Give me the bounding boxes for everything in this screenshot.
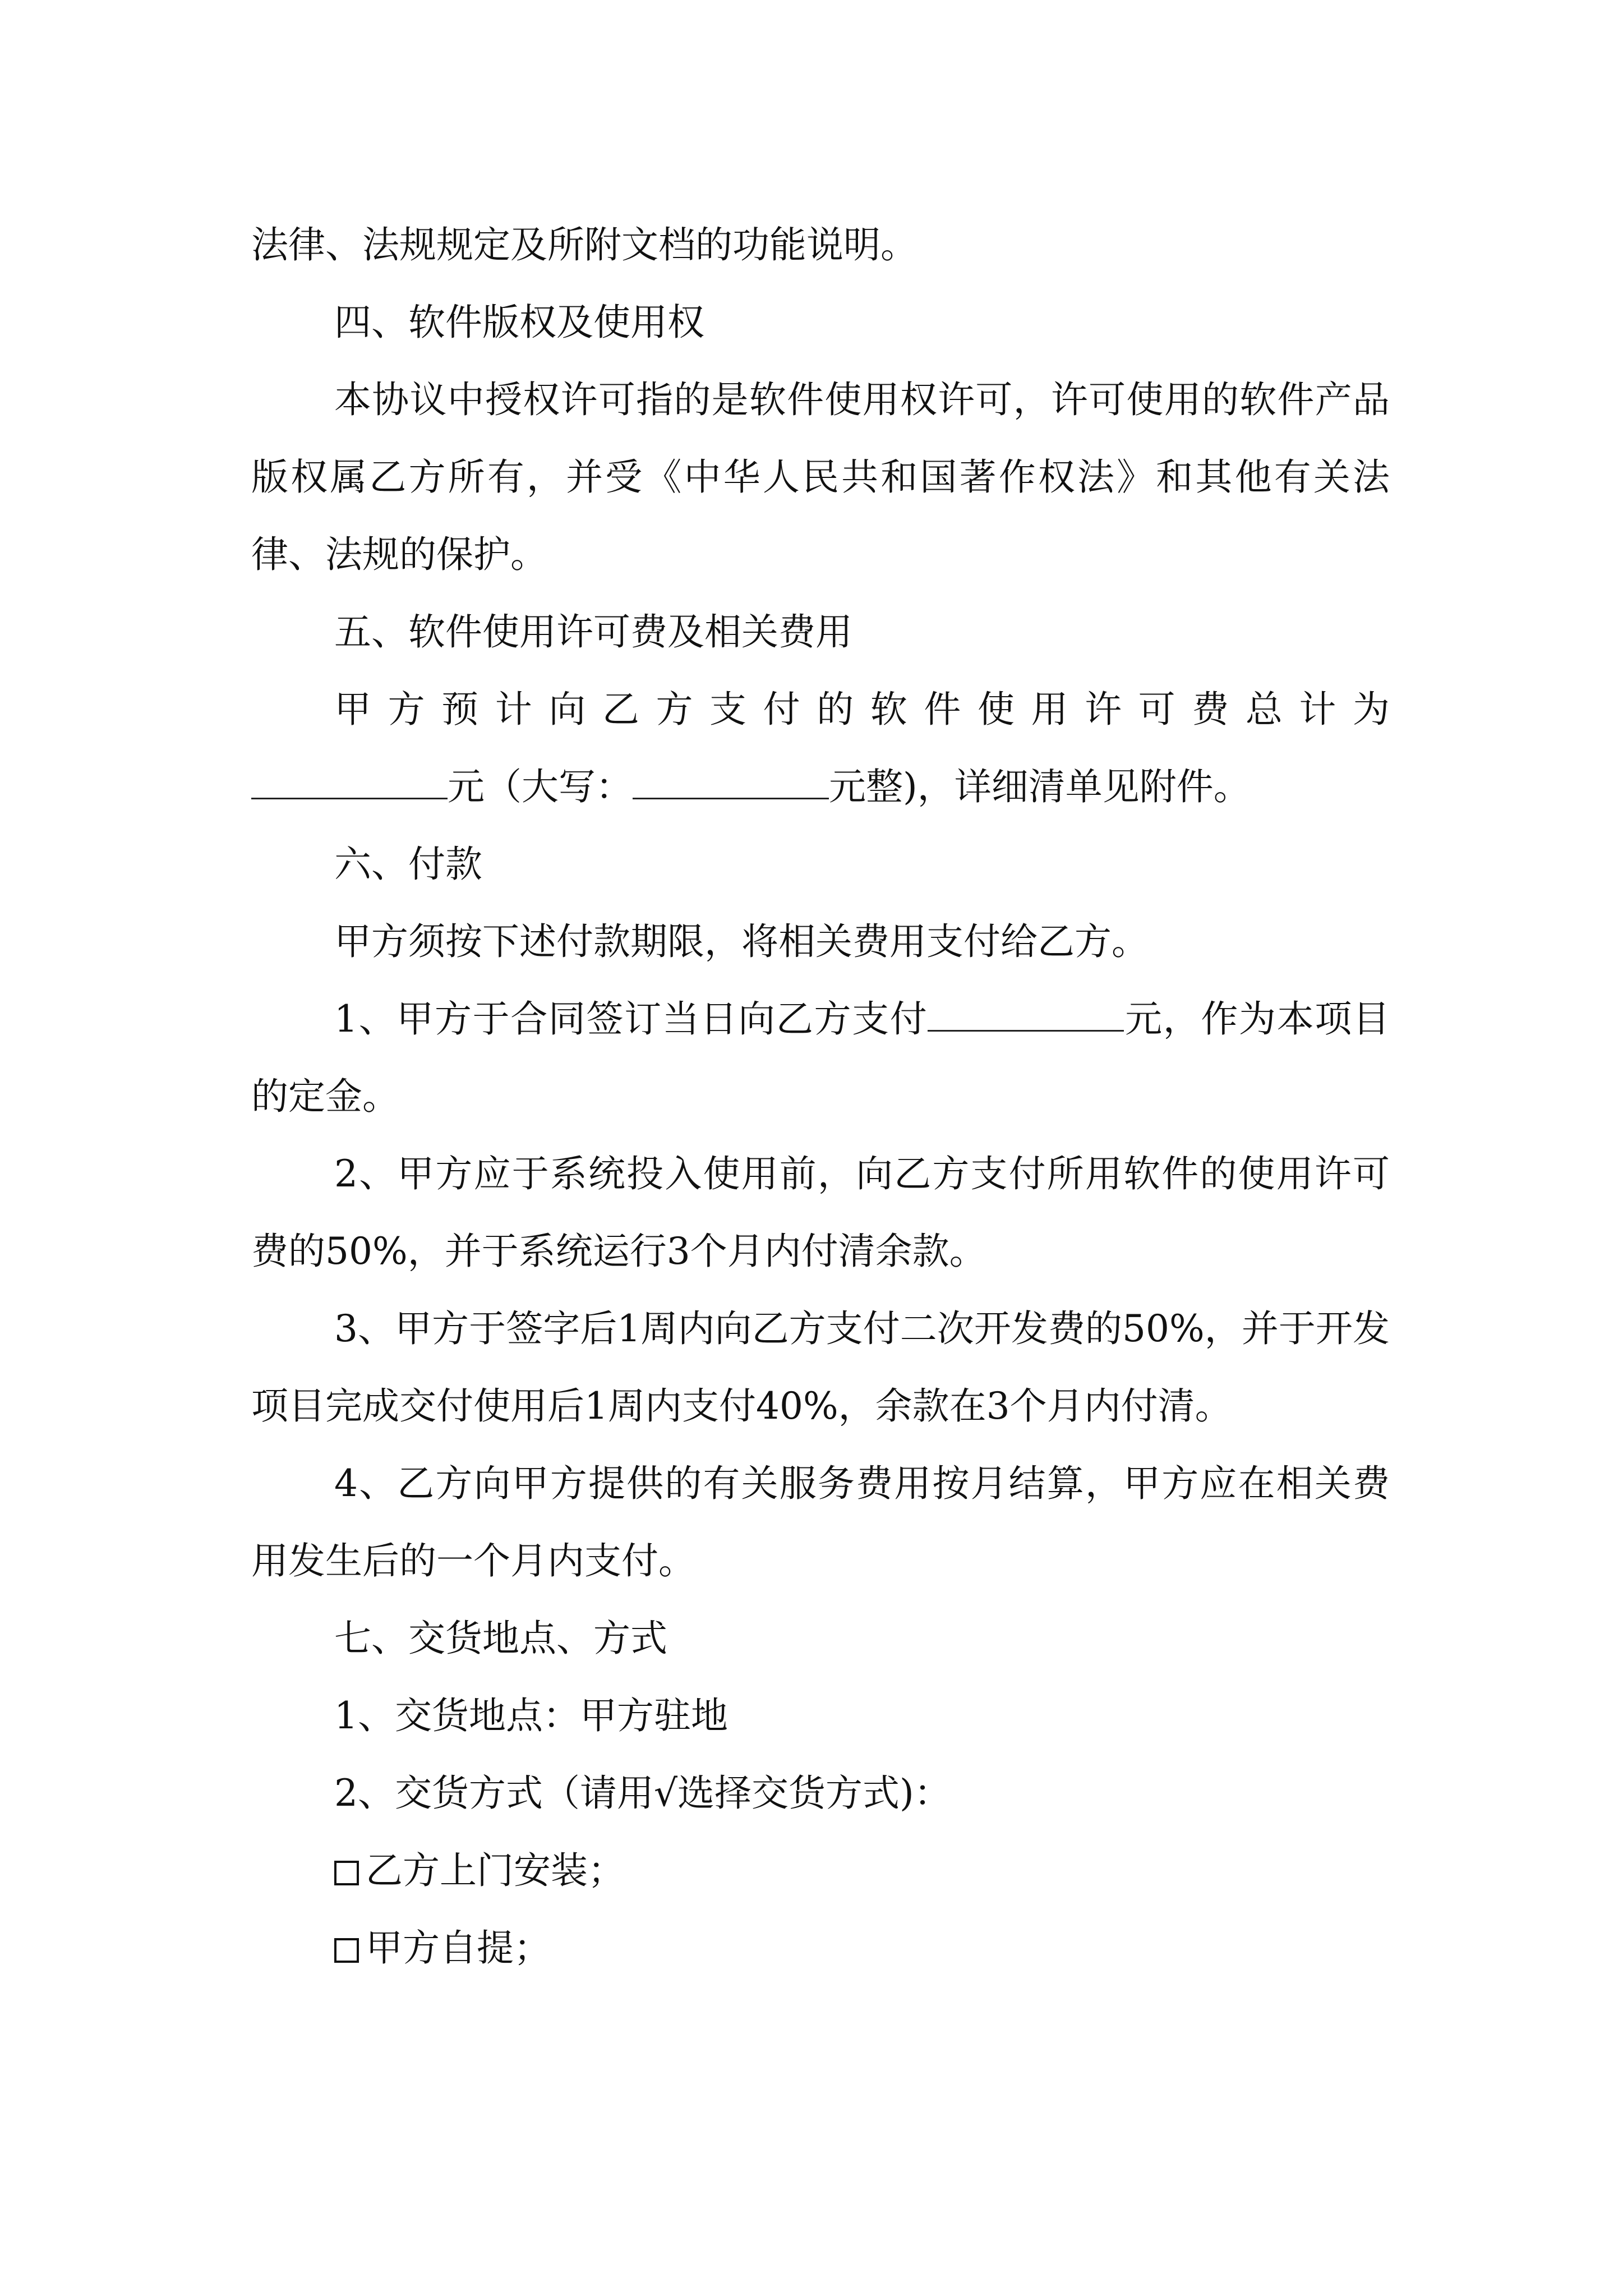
- section-heading-4: 四、软件版权及使用权: [334, 301, 704, 344]
- paragraph-delivery-method: 2、交货方式（请用√选择交货方式)：: [334, 1772, 951, 1815]
- fee-uppercase-blank: [633, 764, 829, 799]
- paragraph-continued: 法律、法规规定及所附文档的功能说明。: [251, 223, 917, 266]
- paragraph-copyright: 本协议中授权许可指的是软件使用权许可，许可使用的软件产品版权属乙方所有，并受《中华人民共和国著作权法》和其他有关法律、法规的保护。: [251, 378, 1390, 576]
- deposit-amount-blank: [928, 996, 1124, 1032]
- section-heading-5: 五、软件使用许可费及相关费用: [334, 610, 852, 654]
- option-self-pickup-label: 甲方自提；: [366, 1926, 551, 1970]
- option-onsite-install: [251, 1832, 1390, 1910]
- paragraph-fee-line1: [251, 671, 1390, 748]
- paragraph-payment-intro: 甲方须按下述付款期限，将相关费用支付给乙方。: [334, 920, 1149, 963]
- fee-yuan-text: 元（大写：: [448, 765, 633, 808]
- section-heading-6: 六、付款: [334, 843, 482, 886]
- fee-end-text: 元整)，详细清单见附件。: [829, 765, 1251, 808]
- option-self-pickup: [251, 1910, 1390, 1987]
- paragraph-delivery-location: 1、交货地点：甲方驻地: [334, 1694, 728, 1737]
- document-body: [251, 206, 1390, 1987]
- fee-text: 甲方预计向乙方支付的软件使用许可费总计为: [334, 688, 1390, 731]
- checkbox-self-pickup[interactable]: [334, 1938, 359, 1963]
- paragraph-payment-2: 2、甲方应于系统投入使用前，向乙方支付所用软件的使用许可费的50%，并于系统运行3个月内付清余款。: [251, 1152, 1390, 1273]
- payment-1-text: 1、甲方于合同签订当日向乙方支付: [334, 997, 928, 1041]
- paragraph-payment-3: 3、甲方于签字后1周内向乙方支付二次开发费的50%，并于开发项目完成交付使用后1周内支付40%，余款在3个月内付清。: [251, 1307, 1390, 1428]
- paragraph-fee-line2: [251, 748, 1390, 826]
- option-onsite-install-label: 乙方上门安装；: [366, 1849, 625, 1892]
- paragraph-payment-4: 4、乙方向甲方提供的有关服务费用按月结算，甲方应在相关费用发生后的一个月内支付。: [251, 1462, 1390, 1582]
- section-heading-7: 七、交货地点、方式: [334, 1617, 667, 1660]
- payment-1-end: 元，作为本项目的定金。: [251, 997, 1390, 1118]
- fee-amount-blank: [251, 764, 448, 799]
- paragraph-payment-1: [251, 981, 1390, 1135]
- checkbox-onsite-install[interactable]: [334, 1861, 359, 1885]
